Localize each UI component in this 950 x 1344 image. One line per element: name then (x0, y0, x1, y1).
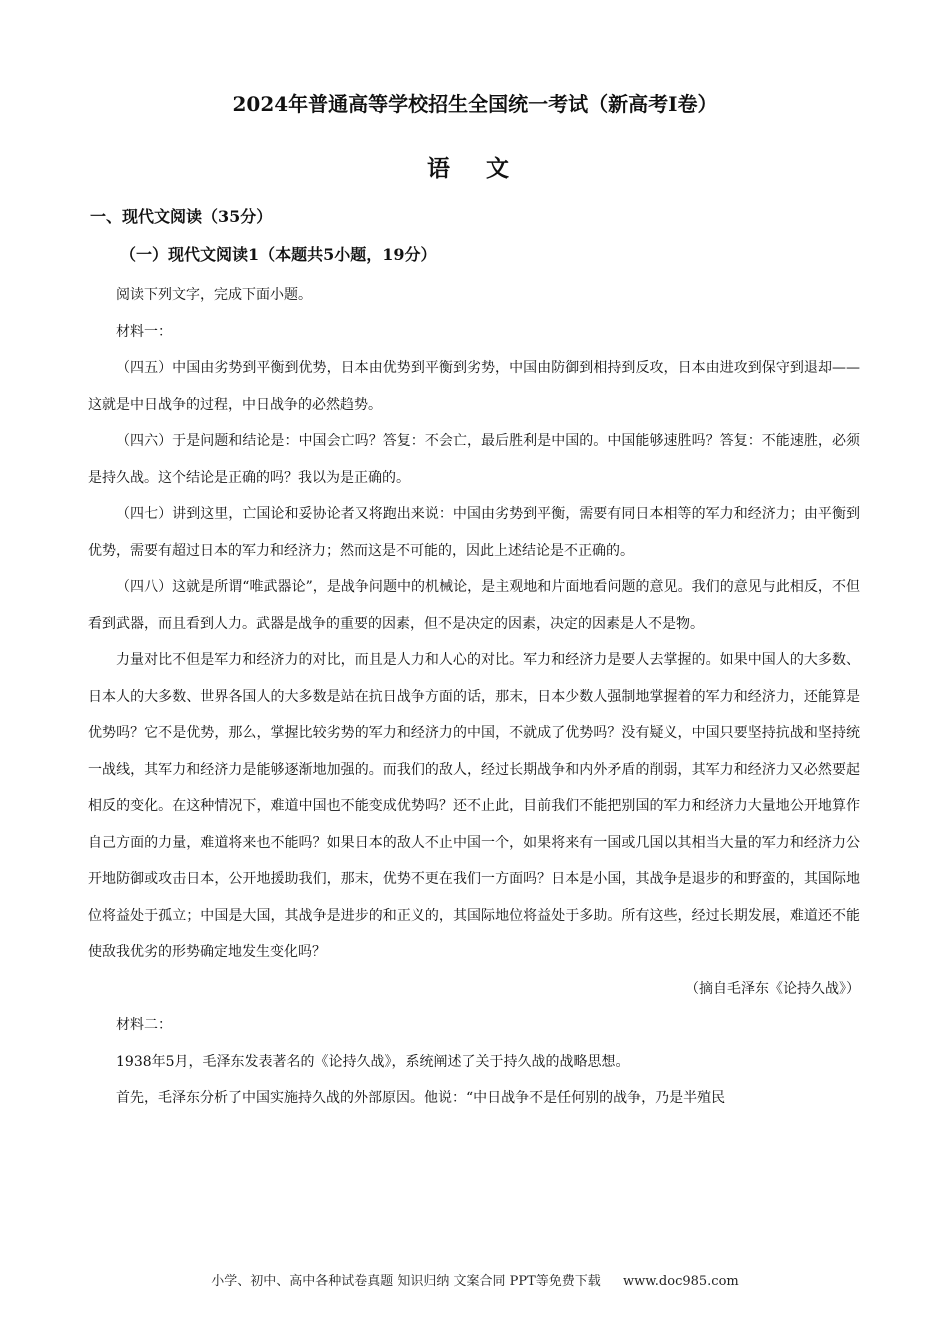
passage-paragraph: （四七）讲到这里，亡国论和妥协论者又将跑出来说：中国由劣势到平衡，需要有同日本相等的军力和经济力；由平衡到优势，需要有超过日本的军力和经济力；然而这是不可能的，因此上述结论是不正确的。 (88, 506, 860, 559)
reading-passage (88, 277, 860, 1117)
subsection-heading: （一）现代文阅读1（本题共5小题，19分） (120, 245, 437, 264)
passage-paragraph: （四六）于是问题和结论是：中国会亡吗？答复：不会亡，最后胜利是中国的。中国能够速胜吗？答复：不能速胜，必须是持久战。这个结论是正确的吗？我以为是正确的。 (88, 433, 860, 486)
footer-text: 小学、初中、高中各种试卷真题 知识归纳 文案合同 PPT等免费下载 (211, 1274, 601, 1289)
passage-paragraph: （四八）这就是所谓“唯武器论”，是战争问题中的机械论，是主观地和片面地看问题的意见。我们的意见与此相反，不但看到武器，而且看到人力。武器是战争的重要的因素，但不是决定的因素，决定的因素是人不是物。 (88, 579, 860, 632)
section-heading: 一、现代文阅读（35分） (90, 207, 273, 226)
subject-title: 语 文 (426, 155, 523, 182)
exam-title: 2024年普通高等学校招生全国统一考试（新高考Ⅰ卷） (232, 92, 718, 116)
passage-paragraph: 力量对比不但是军力和经济力的对比，而且是人力和人心的对比。军力和经济力是要人去掌握的。如果中国人的大多数、日本人的大多数、世界各国人的大多数是站在抗日战争方面的话，那末，日本少数人强制地掌握着的军力和经济力，还能算是优势吗？它不是优势，那么，掌握比较劣势的军力和经济力的中国，不就成了优势吗？没有疑义，中国只要坚持抗战和坚持统一战线，其军力和经济力是能够逐渐地加强的。而我们的敌人，经过长期战争和内外矛盾的削弱，其军力和经济力又必然要起相反的变化。在这种情况下，难道中国也不能变成优势吗？还不止此，目前我们不能把别国的军力和经济力大量地公开地算作自己方面的力量，难道将来也不能吗？如果日本的敌人不止中国一个，如果将来有一国或几国以其相当大量的军力和经济力公开地防御或攻击日本，公开地援助我们，那末，优势不更在我们一方面吗？日本是小国，其战争是退步的和野蛮的，其国际地位将益处于孤立；中国是大国，其战争是进步的和正义的，其国际地位将益处于多助。所有这些，经过长期发展，难道还不能使敌我优劣的形势确定地发生变化吗？ (88, 652, 860, 960)
source-citation: （摘自毛泽东《论持久战》） (685, 980, 860, 997)
passage-paragraph: 1938年5月，毛泽东发表著名的《论持久战》，系统阐述了关于持久战的战略思想。 (116, 1053, 630, 1070)
page-footer (0, 1270, 950, 1289)
material-label: 材料二： (116, 1017, 172, 1033)
passage-paragraph: （四五）中国由劣势到平衡到优势，日本由优势到平衡到劣势，中国由防御到相持到反攻，日本由进攻到保守到退却——这就是中日战争的过程，中日战争的必然趋势。 (88, 360, 860, 413)
passage-paragraph: 首先，毛泽东分析了中国实施持久战的外部原因。他说：“中日战争不是任何别的战争，乃是半殖民 (116, 1090, 726, 1106)
footer-url[interactable]: www.doc985.com (622, 1274, 739, 1289)
material-label: 材料一： (116, 323, 172, 340)
instruction-paragraph: 阅读下列文字，完成下面小题。 (116, 287, 312, 303)
